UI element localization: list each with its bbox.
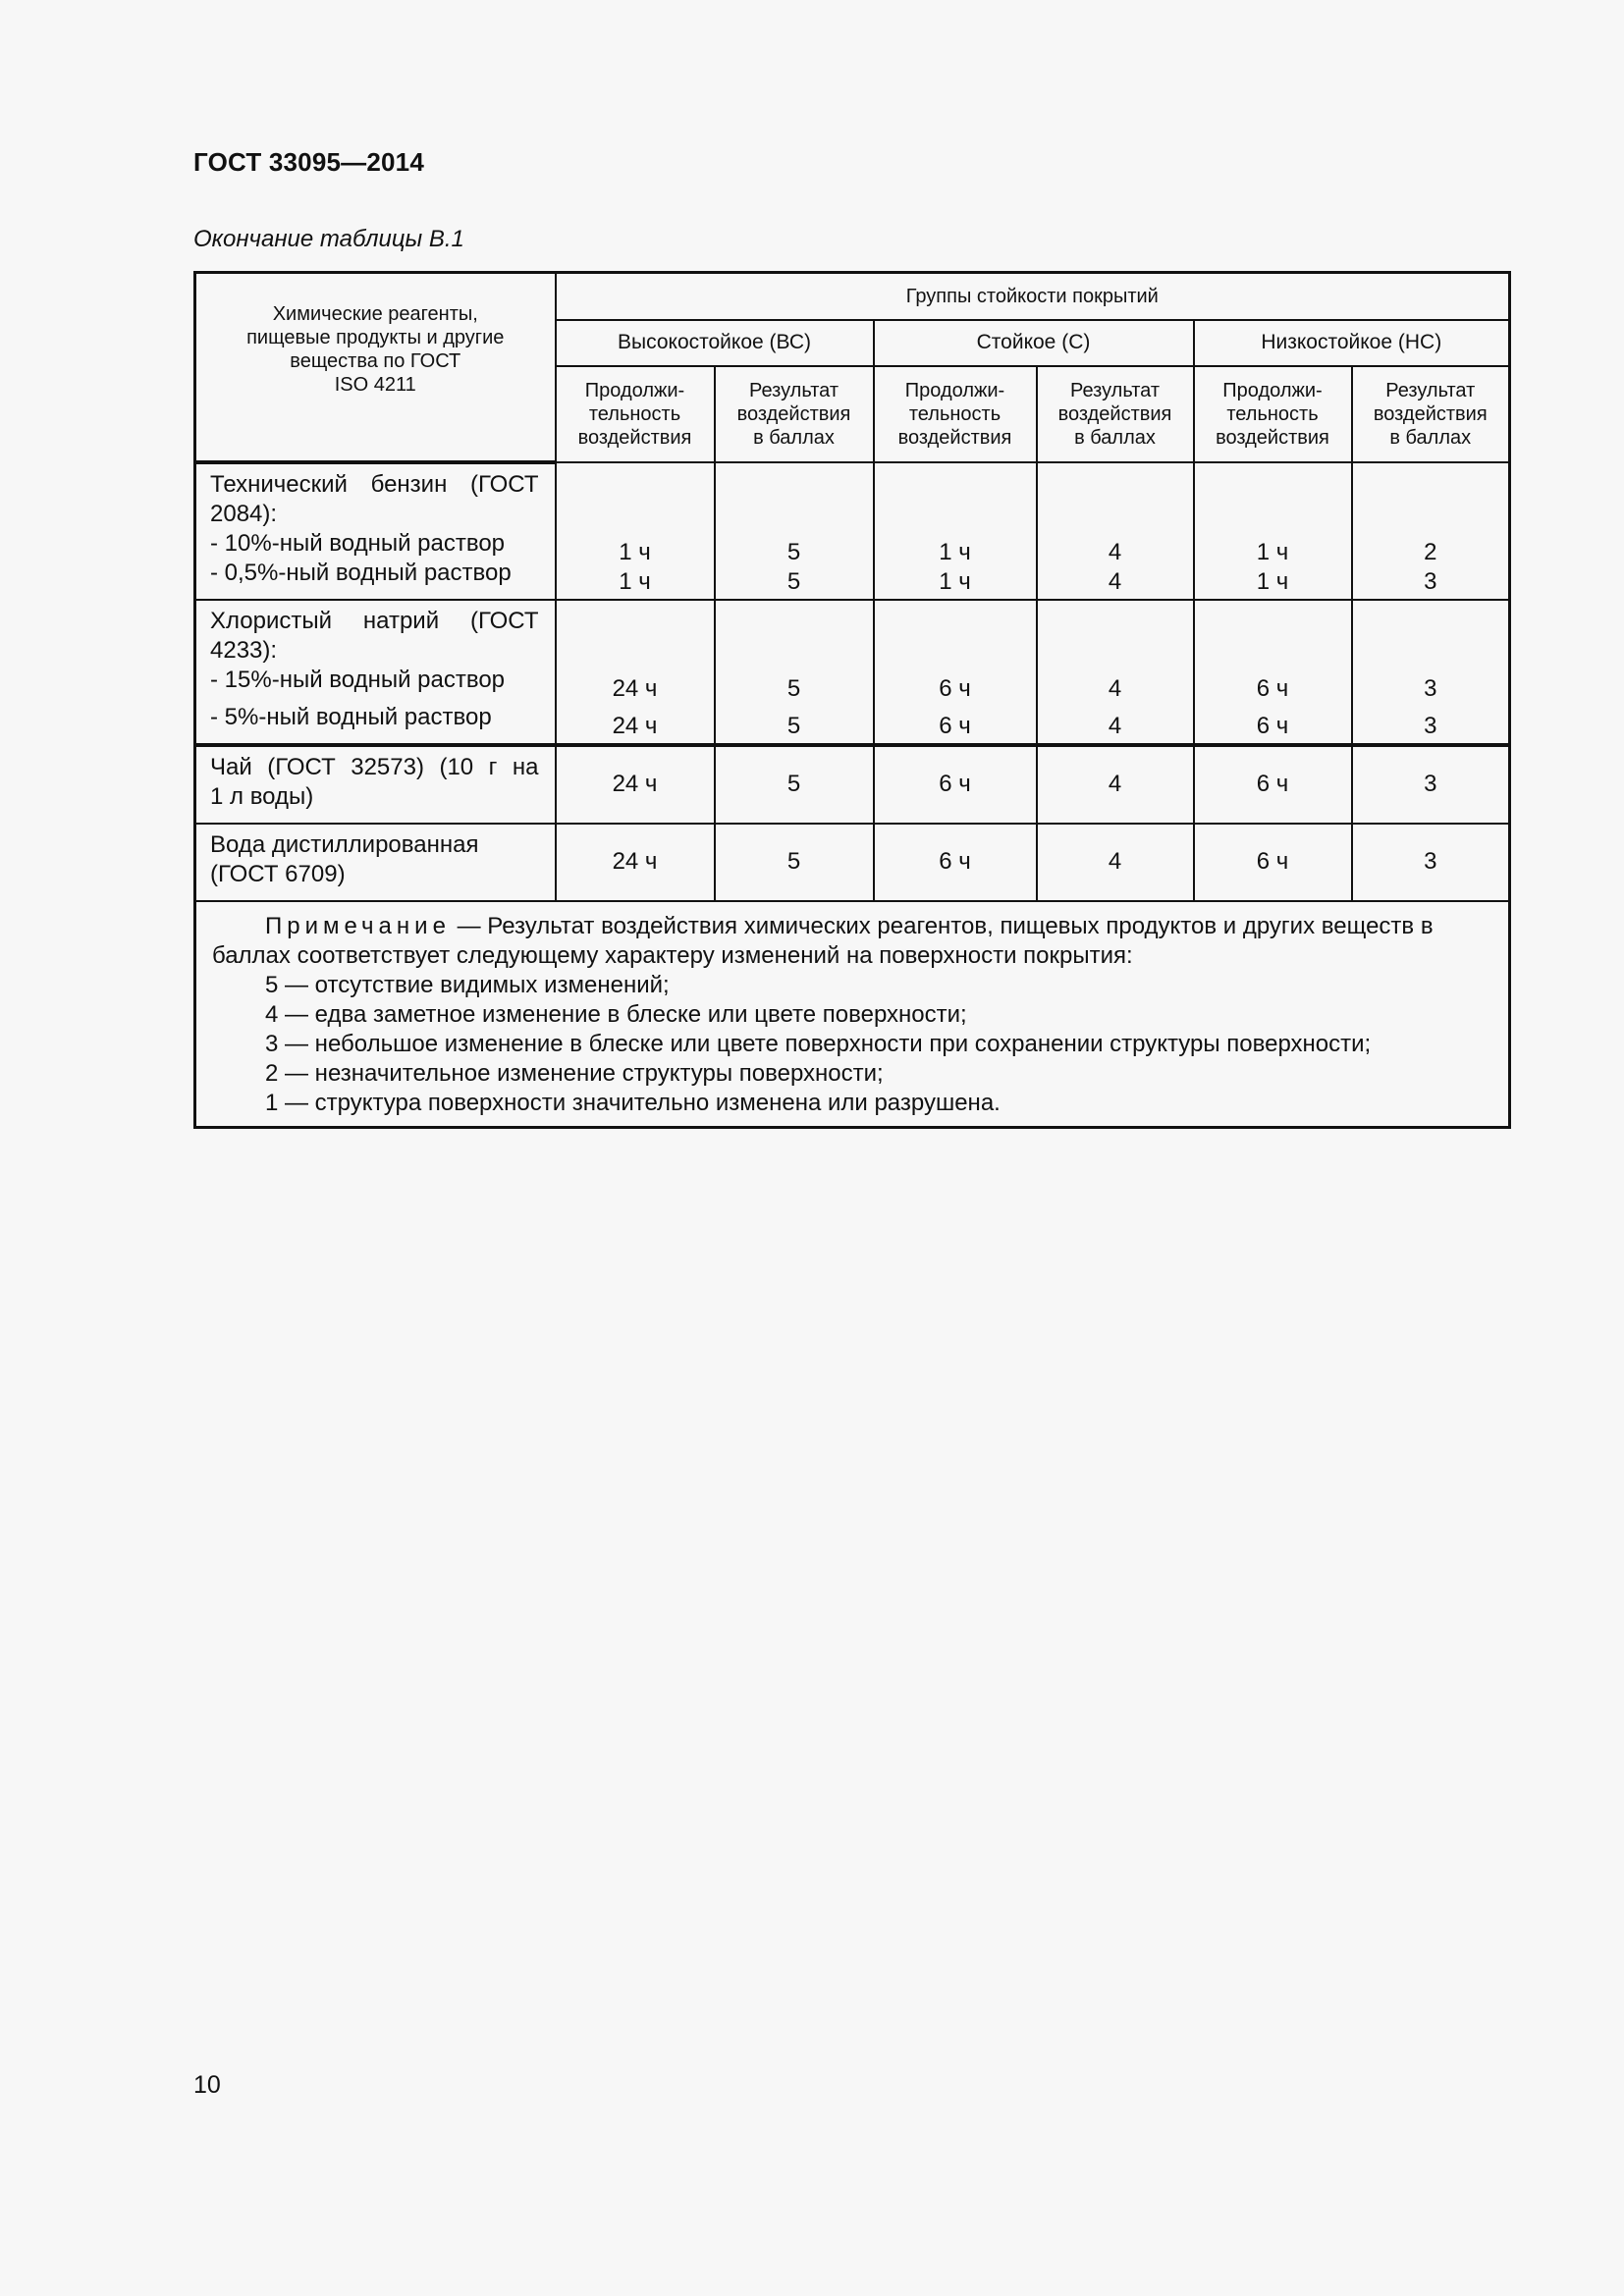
value-cell: 4: [1037, 824, 1194, 901]
value: 5: [786, 674, 801, 702]
substance-line: - 5%-ный водный раствор: [210, 703, 492, 730]
value-cell: [556, 600, 715, 745]
duration-header: [874, 366, 1037, 462]
header-line: воздействия: [897, 426, 1012, 449]
group-header-s: Стойкое (С): [874, 320, 1194, 366]
substance-line: Технический бензин (ГОСТ: [210, 470, 539, 498]
substance-header-line: Химические реагенты,: [272, 302, 478, 325]
substance-header-line: вещества по ГОСТ: [290, 349, 461, 372]
substance-cell: [195, 824, 556, 901]
value-cell: 3: [1352, 824, 1510, 901]
table-row: [195, 824, 1510, 901]
substance-line: 1 л воды): [210, 782, 314, 810]
substance-header-line: пищевые продукты и другие: [246, 326, 505, 348]
value: 4: [1108, 538, 1122, 565]
header-line: Продолжи-: [904, 379, 1005, 401]
value-cell: [1352, 600, 1510, 745]
document-id: ГОСТ 33095—2014: [193, 147, 424, 177]
value-cell: [1194, 462, 1352, 600]
value-cell: 6 ч: [874, 745, 1037, 824]
header-line: воздействия: [736, 402, 851, 425]
substance-line: 2084):: [210, 500, 278, 527]
value: 3: [1424, 712, 1437, 739]
value-cell: [1352, 462, 1510, 600]
value-cell: 24 ч: [556, 745, 715, 824]
value: 1 ч: [1256, 567, 1289, 595]
value-cell: [556, 462, 715, 600]
note-intro: [212, 912, 1492, 971]
value: 24 ч: [612, 674, 658, 702]
value-cell: 4: [1037, 745, 1194, 824]
group-header-ns: Низкостойкое (НС): [1194, 320, 1510, 366]
header-line: Результат: [1070, 379, 1160, 401]
value: 4: [1108, 567, 1122, 595]
value: 3: [1424, 567, 1437, 595]
value: 4: [1108, 674, 1122, 702]
header-line: в баллах: [1074, 426, 1156, 449]
header-line: Результат: [749, 379, 839, 401]
note-item: 2 — незначительное изменение структуры поверхности;: [265, 1059, 884, 1087]
value: 6 ч: [939, 674, 971, 702]
substance-line: (ГОСТ 6709): [210, 860, 346, 887]
value: 1 ч: [939, 538, 971, 565]
result-header: [1352, 366, 1510, 462]
substance-cell: [195, 462, 556, 600]
value: 1 ч: [1256, 538, 1289, 565]
value-cell: 6 ч: [874, 824, 1037, 901]
duration-header: [1194, 366, 1352, 462]
value-cell: [874, 600, 1037, 745]
value-cell: 5: [715, 824, 874, 901]
header-line: воздействия: [1373, 402, 1488, 425]
value: 2: [1424, 538, 1437, 565]
value-cell: [874, 462, 1037, 600]
resistance-groups-header: Группы стойкости покрытий: [556, 273, 1510, 320]
value: 1 ч: [619, 538, 651, 565]
header-line: в баллах: [753, 426, 835, 449]
value: 5: [786, 567, 801, 595]
header-line: Продолжи-: [1222, 379, 1323, 401]
value: 5: [786, 712, 801, 739]
note-dash: —: [450, 912, 488, 939]
substance-line: Вода дистиллированная: [210, 830, 479, 858]
substance-line: - 10%-ный водный раствор: [210, 529, 506, 557]
group-header-vs: Высокостойкое (ВС): [556, 320, 874, 366]
value: 1 ч: [939, 567, 971, 595]
substance-header-line: ISO 4211: [334, 373, 416, 396]
table-note: [195, 901, 1510, 1128]
table-row: [195, 745, 1510, 824]
header-line: воздействия: [1057, 402, 1172, 425]
table-caption: Окончание таблицы В.1: [193, 226, 464, 252]
value: 24 ч: [612, 712, 658, 739]
value-cell: [1037, 600, 1194, 745]
header-line: Продолжи-: [584, 379, 685, 401]
table-row: [195, 462, 1510, 600]
value: 3: [1424, 674, 1437, 702]
note-label: Примечание: [265, 912, 451, 939]
value-cell: [715, 462, 874, 600]
value-cell: 6 ч: [1194, 745, 1352, 824]
header-line: в баллах: [1389, 426, 1472, 449]
note-item: 4 — едва заметное изменение в блеске или цвете поверхности;: [265, 1000, 967, 1028]
header-line: тельность: [588, 402, 681, 425]
table-row: [195, 600, 1510, 745]
note-item: 1 — структура поверхности значительно изменена или разрушена.: [265, 1089, 1001, 1116]
value: 4: [1108, 712, 1122, 739]
substance-cell: [195, 600, 556, 745]
note-row: [195, 901, 1510, 1128]
substance-cell: [195, 745, 556, 824]
value-cell: 5: [715, 745, 874, 824]
result-header: [715, 366, 874, 462]
value: 1 ч: [619, 567, 651, 595]
substance-line: Чай (ГОСТ 32573) (10 г на: [210, 753, 539, 780]
resistance-table: [193, 271, 1511, 1129]
substance-line: Хлористый натрий (ГОСТ: [210, 607, 539, 634]
value: 6 ч: [939, 712, 971, 739]
header-line: тельность: [908, 402, 1001, 425]
value-cell: [1037, 462, 1194, 600]
header-line: Результат: [1385, 379, 1476, 401]
value: 6 ч: [1256, 712, 1289, 739]
value-cell: 3: [1352, 745, 1510, 824]
value-cell: 6 ч: [1194, 824, 1352, 901]
value: 5: [786, 538, 801, 565]
substance-line: - 15%-ный водный раствор: [210, 666, 506, 693]
header-line: воздействия: [577, 426, 692, 449]
substance-line: 4233):: [210, 636, 278, 664]
header-line: тельность: [1226, 402, 1319, 425]
substance-column-header: [195, 273, 556, 462]
value-cell: [1194, 600, 1352, 745]
note-text: Результат воздействия химических реагентов, пищевых продуктов и других веществ в баллах соответствует следующему характеру изменений на поверхности покрытия:: [212, 912, 1434, 969]
page-number: 10: [193, 2071, 221, 2099]
note-item: 3 — небольшое изменение в блеске или цвете поверхности при сохранении структуры поверхности;: [265, 1030, 1372, 1057]
value-cell: [715, 600, 874, 745]
value-cell: 24 ч: [556, 824, 715, 901]
header-line: воздействия: [1216, 426, 1329, 449]
note-item: 5 — отсутствие видимых изменений;: [265, 971, 670, 998]
duration-header: [556, 366, 715, 462]
substance-line: - 0,5%-ный водный раствор: [210, 559, 512, 586]
result-header: [1037, 366, 1194, 462]
value: 6 ч: [1256, 674, 1289, 702]
